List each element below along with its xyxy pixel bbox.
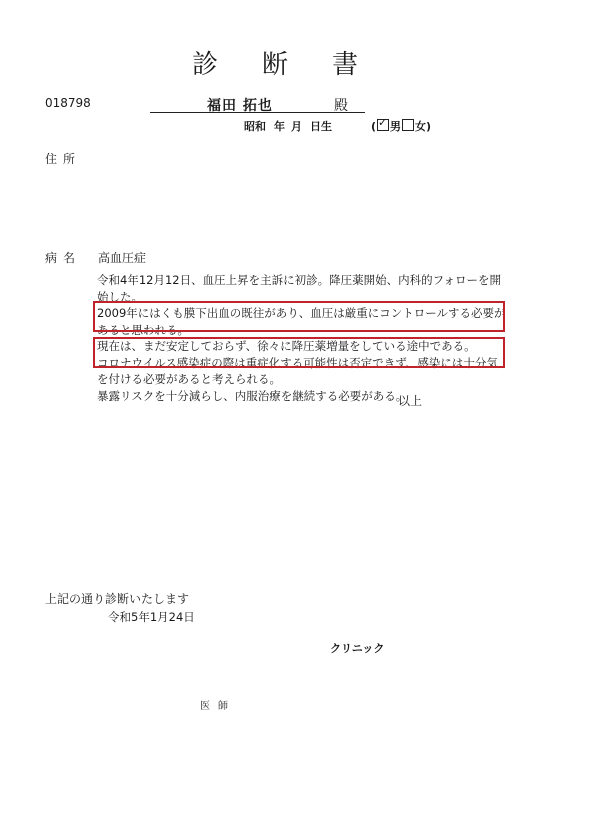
male-label: 男 <box>390 120 402 133</box>
title-char-2: 断 <box>262 50 289 80</box>
title-char-3: 書 <box>332 50 359 80</box>
birth-era: 昭和 <box>244 120 266 133</box>
birth-year: 年 <box>274 120 285 133</box>
disease-label: 病名 <box>45 251 82 265</box>
findings-paragraph: 令和4年12月12日、血圧上昇を主訴に初診。降圧薬開始、内科的フォローを開始した。 <box>97 273 502 304</box>
birth-month: 月 <box>291 120 302 133</box>
sex-paren-close: ) <box>426 120 432 133</box>
document-number: 018798 <box>45 96 91 110</box>
address-label: 住所 <box>45 152 82 166</box>
document-title <box>192 44 358 81</box>
male-checkbox <box>377 119 389 131</box>
patient-honorific: 殿 <box>334 98 348 114</box>
patient-name: 福田 拓也 <box>207 98 273 114</box>
end-mark: 以上 <box>398 394 423 408</box>
doctor-label: 医師 <box>200 701 236 712</box>
findings-paragraph: 暴露リスクを十分減らし、内服治療を継続する必要がある。 <box>97 388 408 403</box>
findings-paragraph: 2009年にはくも膜下出血の既往があり、血圧は厳重にコントロールする必要があると思われる。 <box>97 306 506 337</box>
disease-name: 高血圧症 <box>98 251 147 265</box>
birth-day: 日 <box>310 120 321 133</box>
sex-paren-open: ( <box>371 120 377 133</box>
title-char-1: 診 <box>192 50 219 80</box>
findings-paragraph: 現在は、まだ安定しておらず、徐々に降圧薬増量をしている途中である。 <box>97 339 476 353</box>
clinic-name: クリニック <box>330 642 385 655</box>
female-checkbox <box>402 119 414 131</box>
female-label: 女 <box>415 120 427 133</box>
findings-paragraph: コロナウイルス感染症の際は重症化する可能性は否定できず、感染には十分気を付ける必要があると考えられる。 <box>97 355 498 386</box>
birth-date <box>244 118 332 134</box>
highlight-box-covid <box>93 337 505 368</box>
sex-selection <box>371 118 431 134</box>
highlight-box-history <box>93 301 505 332</box>
issue-date: 令和5年1月24日 <box>108 610 195 624</box>
birth-suffix: 生 <box>321 120 332 133</box>
closing-statement: 上記の通り診断いたします <box>45 592 190 606</box>
